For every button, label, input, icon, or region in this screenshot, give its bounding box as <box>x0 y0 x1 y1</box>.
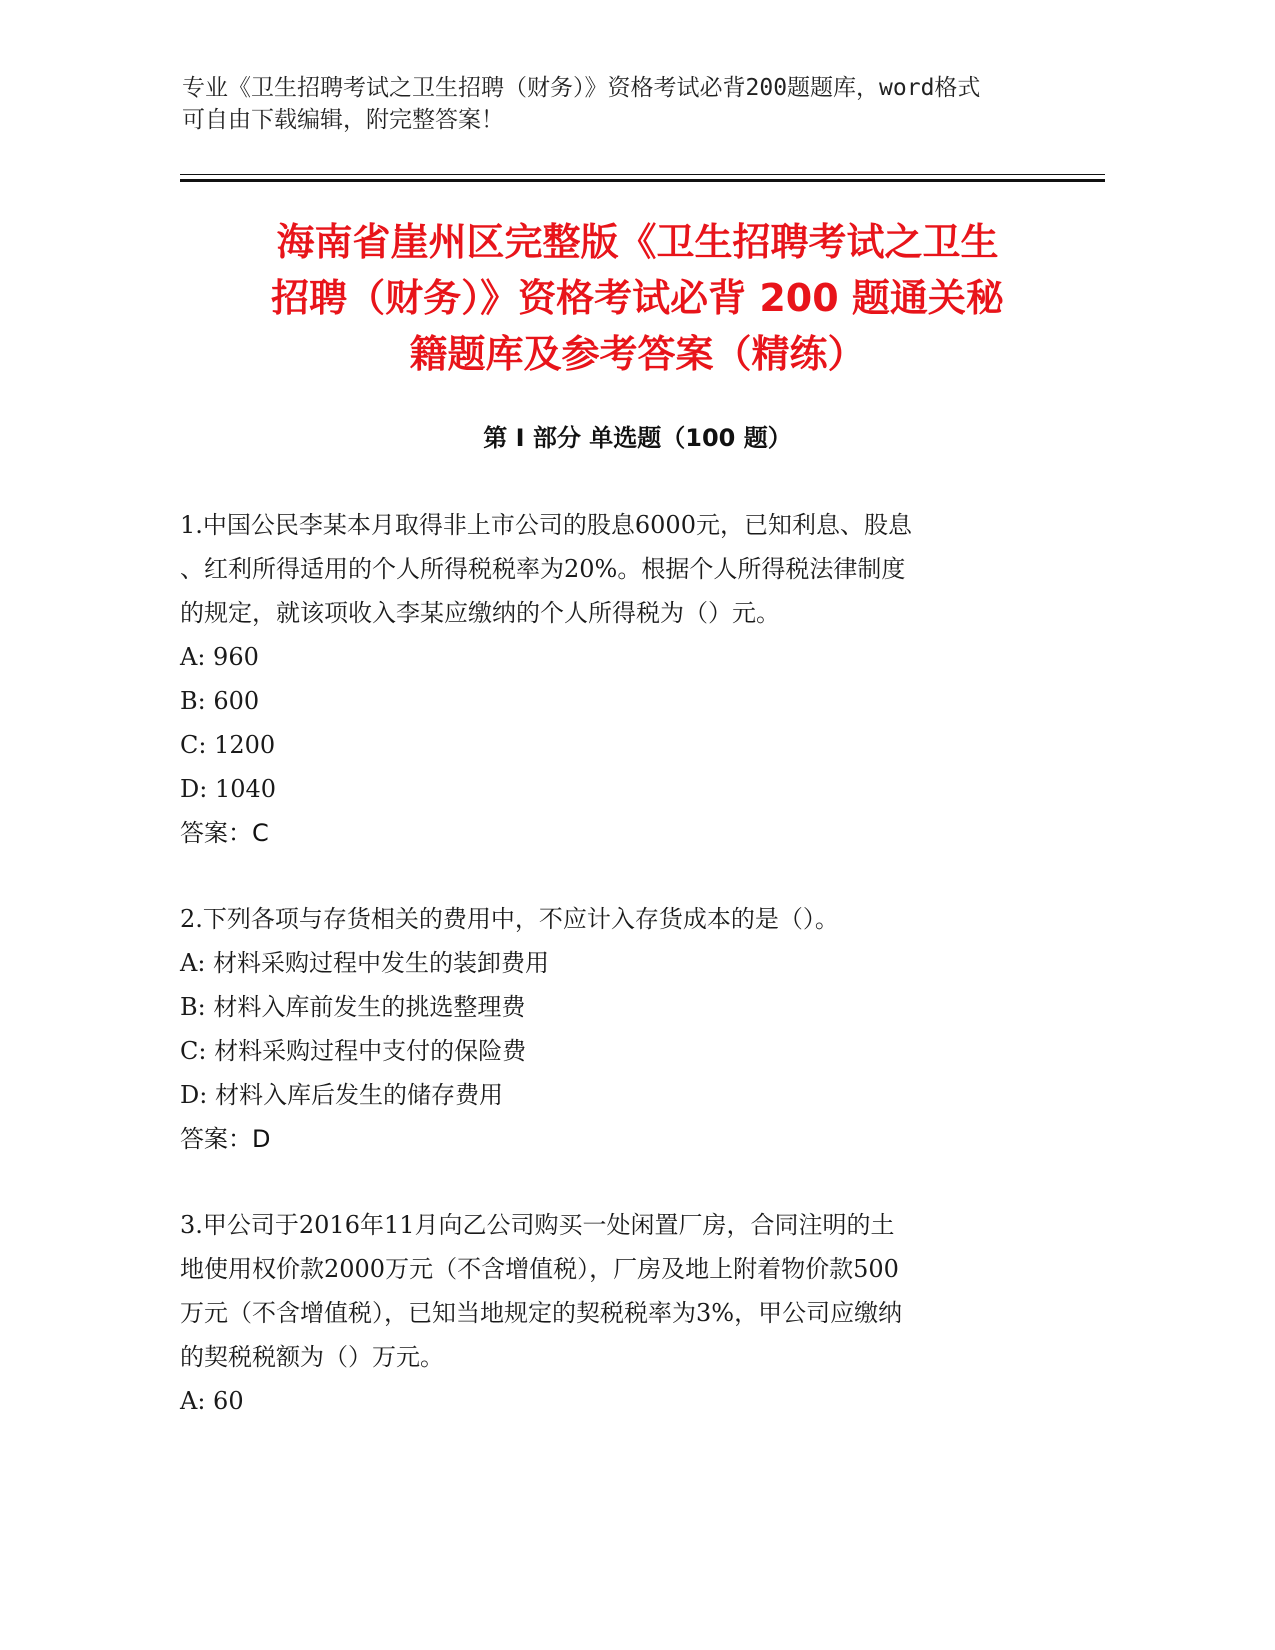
title-line: 招聘（财务）》资格考试必背 200 题通关秘 <box>271 276 1004 320</box>
question-text-line: 万元（不含增值税），已知当地规定的契税税率为3%，甲公司应缴纳 <box>180 1299 903 1327</box>
correct-answer: 答案：D <box>180 1125 271 1153</box>
header-divider-thick <box>180 179 1105 182</box>
question-text-line: 地使用权价款2000万元（不含增值税），厂房及地上附着物价款500 <box>180 1255 899 1283</box>
answer-option: D: 1040 <box>180 775 277 803</box>
header-note-line: 专业《卫生招聘考试之卫生招聘（财务）》资格考试必背200题题库，word格式 <box>182 75 981 101</box>
title-line: 海南省崖州区完整版《卫生招聘考试之卫生 <box>276 220 999 264</box>
question-item <box>180 503 1040 855</box>
question-text-line: 的契税税额为（）万元。 <box>180 1343 444 1371</box>
answer-option: B: 材料入库前发生的挑选整理费 <box>180 993 526 1021</box>
question-text-line: 的规定，就该项收入李某应缴纳的个人所得税为（）元。 <box>180 599 780 627</box>
section-title: 第 I 部分 单选题（100 题） <box>483 424 792 452</box>
answer-option: A: 材料采购过程中发生的装卸费用 <box>180 949 550 977</box>
answer-option: A: 960 <box>180 643 259 671</box>
question-text-line: 1.中国公民李某本月取得非上市公司的股息6000元，已知利息、股息 <box>180 511 912 539</box>
question-item <box>180 1203 1040 1423</box>
title-line: 籍题库及参考答案（精练） <box>409 332 866 376</box>
header-note <box>182 72 1062 136</box>
question-text-line: 3.甲公司于2016年11月向乙公司购买一处闲置厂房，合同注明的土 <box>180 1211 895 1239</box>
answer-option: A: 60 <box>180 1387 244 1415</box>
header-note-line: 可自由下载编辑，附完整答案！ <box>182 107 504 133</box>
answer-option: C: 1200 <box>180 731 276 759</box>
question-text-line: 、红利所得适用的个人所得税税率为20%。根据个人所得税法律制度 <box>180 555 906 583</box>
correct-answer: 答案：C <box>180 819 269 847</box>
document-title <box>150 214 1125 382</box>
answer-option: B: 600 <box>180 687 260 715</box>
answer-option: D: 材料入库后发生的储存费用 <box>180 1081 503 1109</box>
question-list <box>180 503 1040 1465</box>
question-text-line: 2.下列各项与存货相关的费用中，不应计入存货成本的是（）。 <box>180 905 839 933</box>
answer-option: C: 材料采购过程中支付的保险费 <box>180 1037 527 1065</box>
question-item <box>180 897 1040 1161</box>
header-divider-thin <box>180 174 1105 175</box>
